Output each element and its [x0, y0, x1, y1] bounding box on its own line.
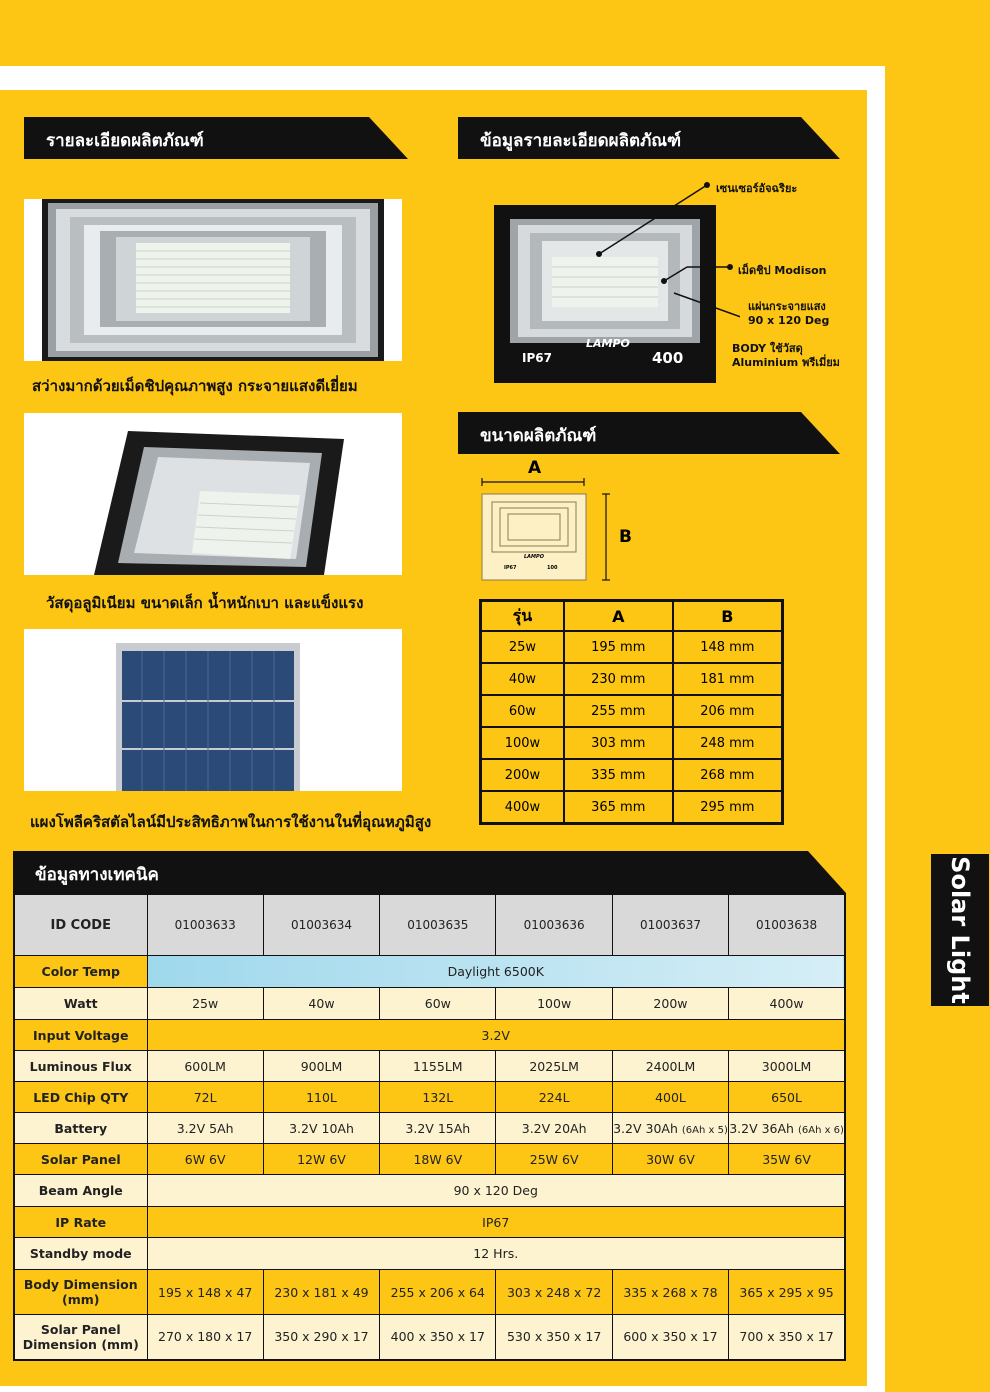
tech-row-led-chip [14, 1082, 845, 1113]
tech-cell: 200w [612, 988, 728, 1020]
tech-cell: 12 Hrs. [147, 1238, 845, 1270]
tech-cell [729, 1113, 845, 1144]
tech-cell: 72L [147, 1082, 263, 1113]
tech-row-panel-dimension [14, 1315, 845, 1360]
tech-cell: 3.2V [147, 1020, 845, 1051]
dimension-table-header [481, 601, 783, 632]
table-row [481, 791, 783, 824]
tech-cell: 25W 6V [496, 1144, 612, 1175]
tech-label: Input Voltage [14, 1020, 147, 1051]
tech-label: Solar Panel [14, 1144, 147, 1175]
tech-cell: 110L [263, 1082, 379, 1113]
callout-lines [590, 180, 740, 340]
tech-cell: 2400LM [612, 1051, 728, 1082]
tech-row-ip-rate [14, 1207, 845, 1238]
dimension-label-b: B [619, 527, 632, 547]
tech-cell: 12W 6V [263, 1144, 379, 1175]
tech-label-line1: Solar Panel [40, 1321, 121, 1337]
tech-cell: IP67 [147, 1207, 845, 1238]
tech-cell: 530 x 350 x 17 [496, 1315, 612, 1360]
tech-cell: 3.2V 5Ah [147, 1113, 263, 1144]
tech-cell: 600 x 350 x 17 [612, 1315, 728, 1360]
tech-row-battery [14, 1113, 845, 1144]
section-header-spec-details [458, 117, 840, 159]
callout-body [732, 342, 840, 370]
dimension-a: 303 mm [564, 727, 673, 759]
page-frame-bottom [0, 1386, 885, 1392]
tech-cell: 900LM [263, 1051, 379, 1082]
dimension-model: 25w [481, 631, 564, 663]
tech-row-beam-angle [14, 1175, 845, 1207]
tech-cell: 400w [729, 988, 845, 1020]
table-row [481, 695, 783, 727]
product-watt-mark: 400 [652, 349, 684, 367]
tech-cell: 35W 6V [729, 1144, 845, 1175]
caption-material: วัสดุอลูมิเนียม ขนาดเล็ก น้ำหนักเบา และแข็งแรง [46, 594, 364, 612]
tech-label: Battery [14, 1113, 147, 1144]
tech-label: Beam Angle [14, 1175, 147, 1207]
tech-cell: 100w [496, 988, 612, 1020]
tech-label-line1: Body Dimension [23, 1277, 138, 1292]
tech-cell: 3.2V 20Ah [496, 1113, 612, 1144]
dimension-a: 335 mm [564, 759, 673, 791]
caption-solar-panel: แผงโพลีคริสตัลไลน์มีประสิทธิภาพในการใช้งานในที่อุณหภูมิสูง [30, 813, 432, 831]
dimension-b: 248 mm [673, 727, 783, 759]
tech-label: Watt [14, 988, 147, 1020]
table-row [481, 631, 783, 663]
battery-note: (6Ah x 5) [681, 1124, 728, 1136]
section-header-technical [13, 851, 846, 893]
callout-sensor: เซนเซอร์อัจฉริยะ [716, 182, 798, 195]
technical-table [13, 893, 846, 1361]
tech-cell: 01003638 [729, 894, 845, 956]
section-title: รายละเอียดผลิตภัณฑ์ [46, 131, 204, 151]
tech-cell: 400 x 350 x 17 [380, 1315, 496, 1360]
dimension-model: 100w [481, 727, 564, 759]
tech-cell: 400L [612, 1082, 728, 1113]
tech-cell: 230 x 181 x 49 [263, 1270, 379, 1315]
tech-label: Color Temp [14, 956, 147, 988]
tech-cell: 270 x 180 x 17 [147, 1315, 263, 1360]
tech-cell: 90 x 120 Deg [147, 1175, 845, 1207]
dimension-b: 206 mm [673, 695, 783, 727]
tech-cell: 01003634 [263, 894, 379, 956]
dimension-table [479, 599, 784, 825]
dimension-header-a: A [564, 601, 673, 632]
section-title: ขนาดผลิตภัณฑ์ [480, 426, 597, 446]
tech-row-luminous-flux [14, 1051, 845, 1082]
caption-brightness: สว่างมากด้วยเม็ดชิปคุณภาพสูง กระจายแสงดีเยี่ยม [32, 377, 358, 395]
callout-body-line2: Aluminium พรีเมี่ยม [732, 356, 840, 369]
table-row [481, 759, 783, 791]
dimension-a: 230 mm [564, 663, 673, 695]
tech-cell: 365 x 295 x 95 [729, 1270, 845, 1315]
section-header-size [458, 412, 840, 454]
tech-label [14, 1315, 147, 1360]
tech-row-body-dimension [14, 1270, 845, 1315]
tech-cell: 3.2V 15Ah [380, 1113, 496, 1144]
tech-cell: 335 x 268 x 78 [612, 1270, 728, 1315]
dimension-model: 400w [481, 791, 564, 824]
tech-cell: 195 x 148 x 47 [147, 1270, 263, 1315]
photo-solar-panel [24, 629, 402, 791]
battery-note: (6Ah x 6) [797, 1124, 844, 1136]
dimension-model: 200w [481, 759, 564, 791]
tech-cell: 3.2V 10Ah [263, 1113, 379, 1144]
dimension-b: 181 mm [673, 663, 783, 695]
page-frame-top [0, 66, 885, 90]
tech-cell: 6W 6V [147, 1144, 263, 1175]
callout-diffuser-line2: 90 x 120 Deg [748, 314, 830, 327]
page-frame-right [867, 66, 885, 1392]
tech-label-line2: (mm) [62, 1292, 100, 1307]
tech-cell: 600LM [147, 1051, 263, 1082]
drawing-brand-mark: LAMPO [524, 554, 544, 560]
side-tab-label: Solar Light [946, 856, 974, 1004]
tech-cell: 01003635 [380, 894, 496, 956]
section-title: ข้อมูลทางเทคนิค [35, 865, 159, 885]
tech-cell: 2025LM [496, 1051, 612, 1082]
product-brand-mark: LAMPO [586, 337, 630, 350]
photo-floodlight-angled [24, 413, 402, 575]
tech-row-id-code [14, 894, 845, 956]
tech-cell [612, 1113, 728, 1144]
tech-label: LED Chip QTY [14, 1082, 147, 1113]
battery-value: 3.2V 30Ah [613, 1120, 678, 1136]
dimension-b: 295 mm [673, 791, 783, 824]
tech-row-color-temp [14, 956, 845, 988]
dimension-header-b: B [673, 601, 783, 632]
tech-label: Standby mode [14, 1238, 147, 1270]
tech-cell: 255 x 206 x 64 [380, 1270, 496, 1315]
tech-row-watt [14, 988, 845, 1020]
tech-cell: 01003636 [496, 894, 612, 956]
tech-cell: 224L [496, 1082, 612, 1113]
table-row [481, 727, 783, 759]
dimension-label-a: A [528, 458, 542, 478]
dimension-model: 60w [481, 695, 564, 727]
tech-label [14, 1270, 147, 1315]
dimension-a: 365 mm [564, 791, 673, 824]
photo-floodlight-front [24, 199, 402, 361]
section-title: ข้อมูลรายละเอียดผลิตภัณฑ์ [480, 131, 682, 151]
tech-cell: 650L [729, 1082, 845, 1113]
callout-body-line1: BODY ใช้วัสดุ [732, 342, 803, 355]
drawing-ip-mark: IP67 [504, 565, 517, 571]
section-header-details [24, 117, 408, 159]
tech-label: IP Rate [14, 1207, 147, 1238]
dimension-a: 195 mm [564, 631, 673, 663]
tech-cell: 1155LM [380, 1051, 496, 1082]
tech-cell: 3000LM [729, 1051, 845, 1082]
tech-label: ID CODE [14, 894, 147, 956]
tech-cell: 18W 6V [380, 1144, 496, 1175]
side-tab [931, 854, 989, 1006]
dimension-a: 255 mm [564, 695, 673, 727]
dimension-b: 148 mm [673, 631, 783, 663]
callout-diffuser [748, 300, 829, 328]
tech-cell: Daylight 6500K [147, 956, 845, 988]
battery-value: 3.2V 36Ah [729, 1120, 794, 1136]
tech-label-line2: Dimension (mm) [22, 1336, 139, 1352]
tech-cell: 25w [147, 988, 263, 1020]
dimension-b: 268 mm [673, 759, 783, 791]
tech-cell: 01003637 [612, 894, 728, 956]
drawing-watt-mark: 100 [547, 565, 558, 571]
tech-cell: 60w [380, 988, 496, 1020]
tech-cell: 700 x 350 x 17 [729, 1315, 845, 1360]
tech-row-solar-panel [14, 1144, 845, 1175]
tech-label: Luminous Flux [14, 1051, 147, 1082]
tech-cell: 350 x 290 x 17 [263, 1315, 379, 1360]
tech-row-input-voltage [14, 1020, 845, 1051]
callout-chip: เม็ดชิป Modison [738, 264, 827, 277]
callout-diffuser-line1: แผ่นกระจายแสง [748, 300, 826, 313]
tech-cell: 01003633 [147, 894, 263, 956]
table-row [481, 663, 783, 695]
tech-row-standby [14, 1238, 845, 1270]
dimension-header-model: รุ่น [481, 601, 564, 632]
dimension-model: 40w [481, 663, 564, 695]
tech-cell: 40w [263, 988, 379, 1020]
tech-cell: 303 x 248 x 72 [496, 1270, 612, 1315]
tech-cell: 132L [380, 1082, 496, 1113]
tech-cell: 30W 6V [612, 1144, 728, 1175]
product-ip-mark: IP67 [522, 351, 552, 365]
